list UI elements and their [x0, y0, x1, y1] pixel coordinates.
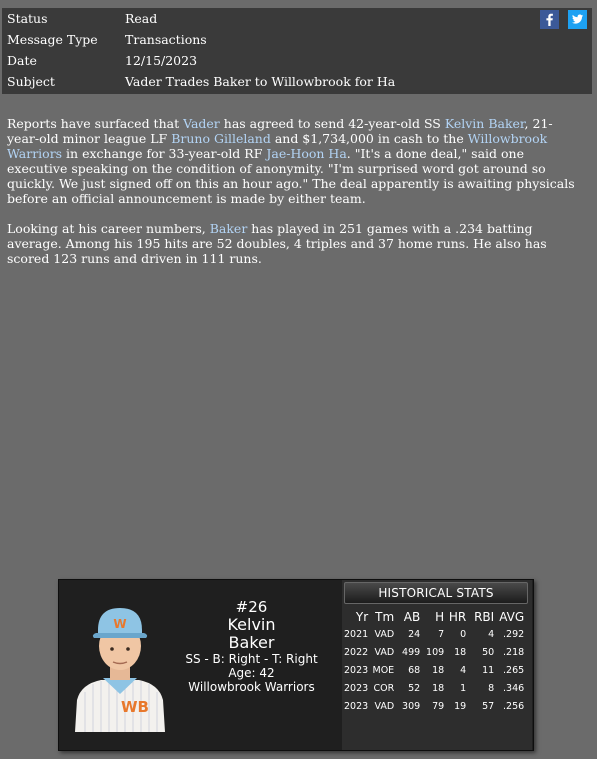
cell-h: 109 — [426, 646, 445, 658]
historical-stats-title: HISTORICAL STATS — [344, 582, 528, 604]
link-baker[interactable]: Baker — [209, 221, 248, 236]
article-text: . "It's a done deal," said one executive speaking on the condition of anonymity. "I'm surprised word got around so quickly. We just signed off on this an hour ago." The deal apparently is awaiting physicals before an official announcement is made by either team. — [7, 146, 575, 206]
article-text: has agreed to send 42-year-old SS — [219, 116, 445, 131]
status-value: Read — [125, 11, 158, 26]
cell-hr: 18 — [454, 646, 467, 658]
article-body — [7, 116, 583, 281]
col-tm: Tm — [375, 609, 395, 624]
link-bruno-gilleland[interactable]: Bruno Gilleland — [171, 131, 271, 146]
player-last-name[interactable]: Baker — [228, 633, 275, 652]
player-avatar — [73, 600, 167, 732]
header-row-message-type — [2, 29, 592, 50]
player-first-name[interactable]: Kelvin — [227, 615, 276, 634]
header-row-date — [2, 50, 592, 71]
subject-value: Vader Trades Baker to Willowbrook for Ha — [125, 74, 396, 89]
message-type-label: Message Type — [7, 32, 98, 47]
link-jae-hoon-ha[interactable]: Jae-Hoon Ha — [266, 146, 347, 161]
cell-hr: 1 — [460, 682, 467, 694]
player-card — [58, 579, 534, 751]
header-row-status — [2, 8, 592, 29]
historical-stats-panel — [342, 580, 532, 750]
article-text: Reports have surfaced that — [7, 116, 184, 131]
cell-yr: 2023 — [344, 664, 369, 676]
table-row — [344, 697, 524, 715]
cell-h: 79 — [432, 700, 445, 712]
cell-yr: 2022 — [344, 646, 369, 658]
cell-avg: .256 — [503, 700, 525, 712]
article-text: has played in 251 games with a .234 batting average. Among his 195 hits are 52 doubles, 4 triples and 37 home runs. He also has scored 123 runs and driven in 111 runs. — [7, 221, 547, 266]
cell-avg: .292 — [503, 628, 525, 640]
article-text: , 21-year-old minor league LF — [7, 116, 553, 146]
cell-ab: 52 — [408, 682, 421, 694]
player-portrait[interactable] — [73, 600, 167, 732]
header-row-subject — [2, 71, 592, 92]
cell-avg: .265 — [503, 664, 525, 676]
table-row — [344, 625, 524, 643]
cell-rbi: 8 — [488, 682, 495, 694]
cell-avg: .346 — [503, 682, 525, 694]
col-h: H — [435, 609, 445, 624]
article-paragraph-1 — [7, 116, 583, 206]
player-bio: SS - B: Right - T: Right — [185, 652, 318, 666]
stats-table — [344, 608, 524, 715]
cell-tm: MOE — [372, 664, 395, 676]
status-label: Status — [7, 11, 48, 26]
cell-yr: 2023 — [344, 682, 369, 694]
cell-tm: VAD — [374, 646, 395, 658]
cell-yr: 2021 — [344, 628, 369, 640]
message-header — [2, 8, 592, 94]
twitter-share-button[interactable] — [568, 10, 587, 29]
facebook-icon — [540, 10, 559, 29]
cell-tm: VAD — [374, 700, 395, 712]
article-text: and $1,734,000 in cash to the — [270, 131, 468, 146]
cell-tm: VAD — [374, 628, 395, 640]
table-row — [344, 643, 524, 661]
link-kelvin-baker[interactable]: Kelvin Baker — [444, 116, 525, 131]
cell-ab: 68 — [408, 664, 421, 676]
player-info — [179, 598, 324, 694]
cell-tm: COR — [373, 682, 395, 694]
cell-rbi: 4 — [488, 628, 495, 640]
cell-rbi: 57 — [482, 700, 495, 712]
cell-yr: 2023 — [344, 700, 369, 712]
col-ab: AB — [403, 609, 421, 624]
col-avg: AVG — [499, 609, 525, 624]
table-row — [344, 661, 524, 679]
cell-rbi: 11 — [482, 664, 495, 676]
cell-ab: 499 — [402, 646, 421, 658]
facebook-share-button[interactable] — [540, 10, 559, 29]
player-team[interactable]: Willowbrook Warriors — [188, 680, 315, 694]
cell-ab: 309 — [402, 700, 421, 712]
cap-logo: W — [113, 617, 127, 631]
cell-hr: 4 — [460, 664, 467, 676]
article-text: in exchange for 33-year-old RF — [62, 146, 267, 161]
col-hr: HR — [448, 609, 467, 624]
cell-hr: 0 — [460, 628, 467, 640]
date-value: 12/15/2023 — [125, 53, 198, 68]
article-paragraph-2 — [7, 221, 583, 266]
message-type-value: Transactions — [125, 32, 207, 47]
player-age: Age: 42 — [228, 666, 275, 680]
jersey-logo: WB — [121, 698, 149, 716]
link-willowbrook-warriors[interactable]: Willowbrook Warriors — [7, 131, 548, 161]
cell-avg: .218 — [503, 646, 525, 658]
cell-rbi: 50 — [482, 646, 495, 658]
stats-header-row — [344, 608, 524, 625]
subject-label: Subject — [7, 74, 55, 89]
cell-ab: 24 — [408, 628, 421, 640]
player-number: #26 — [235, 598, 268, 616]
cell-hr: 19 — [454, 700, 467, 712]
table-row — [344, 679, 524, 697]
col-rbi: RBI — [474, 609, 495, 624]
twitter-icon — [568, 10, 587, 29]
col-yr: Yr — [355, 609, 369, 624]
cell-h: 18 — [432, 682, 445, 694]
link-vader[interactable]: Vader — [183, 116, 220, 131]
article-text: Looking at his career numbers, — [7, 221, 210, 236]
cell-h: 7 — [438, 628, 445, 640]
cell-h: 18 — [432, 664, 445, 676]
date-label: Date — [7, 53, 37, 68]
